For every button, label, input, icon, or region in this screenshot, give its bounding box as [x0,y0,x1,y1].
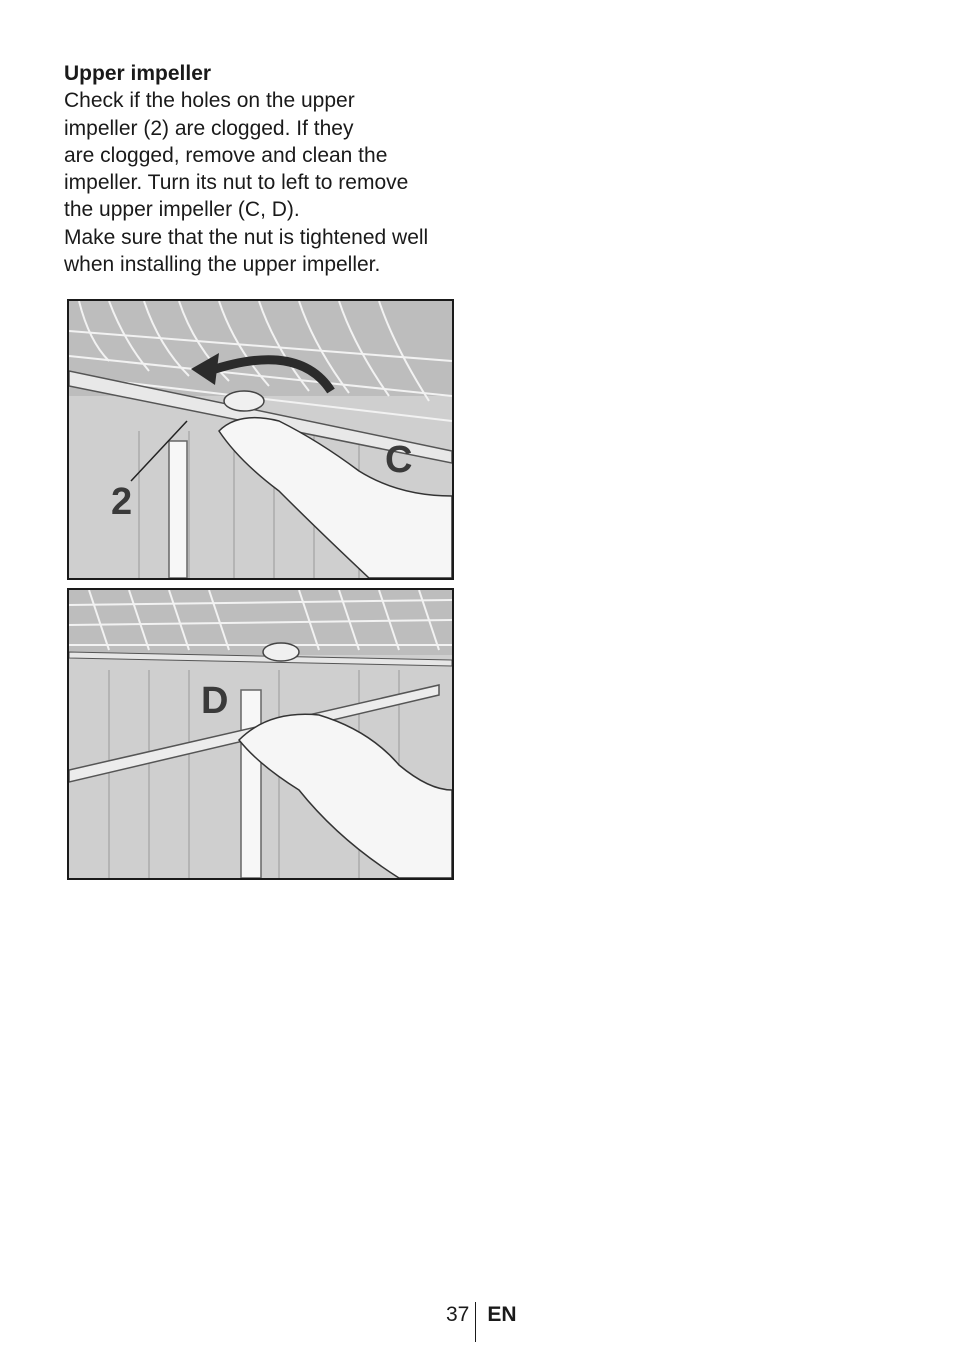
page-footer [446,1302,517,1342]
body-line-5: the upper impeller (C, D). [64,198,300,222]
instruction-text [64,60,484,278]
figure-c-remove-impeller [67,299,454,580]
language-code: EN [487,1303,517,1326]
body-line-1: Check if the holes on the upper [64,89,355,113]
body-line-7: when installing the upper impeller. [64,253,381,277]
page-number: 37 [446,1303,470,1326]
body-line-2: impeller (2) are clogged. If they [64,116,354,140]
figure-d-impeller-removed [67,588,454,880]
label-c: C [385,439,413,481]
callout-2: 2 [111,481,133,523]
body-line-6: Make sure that the nut is tightened well [64,225,429,249]
body-line-4: impeller. Turn its nut to left to remove [64,171,409,195]
section-heading: Upper impeller [64,62,212,85]
illustration-d [69,590,452,878]
body-line-3: are clogged, remove and clean the [64,143,388,167]
label-d: D [201,680,229,722]
